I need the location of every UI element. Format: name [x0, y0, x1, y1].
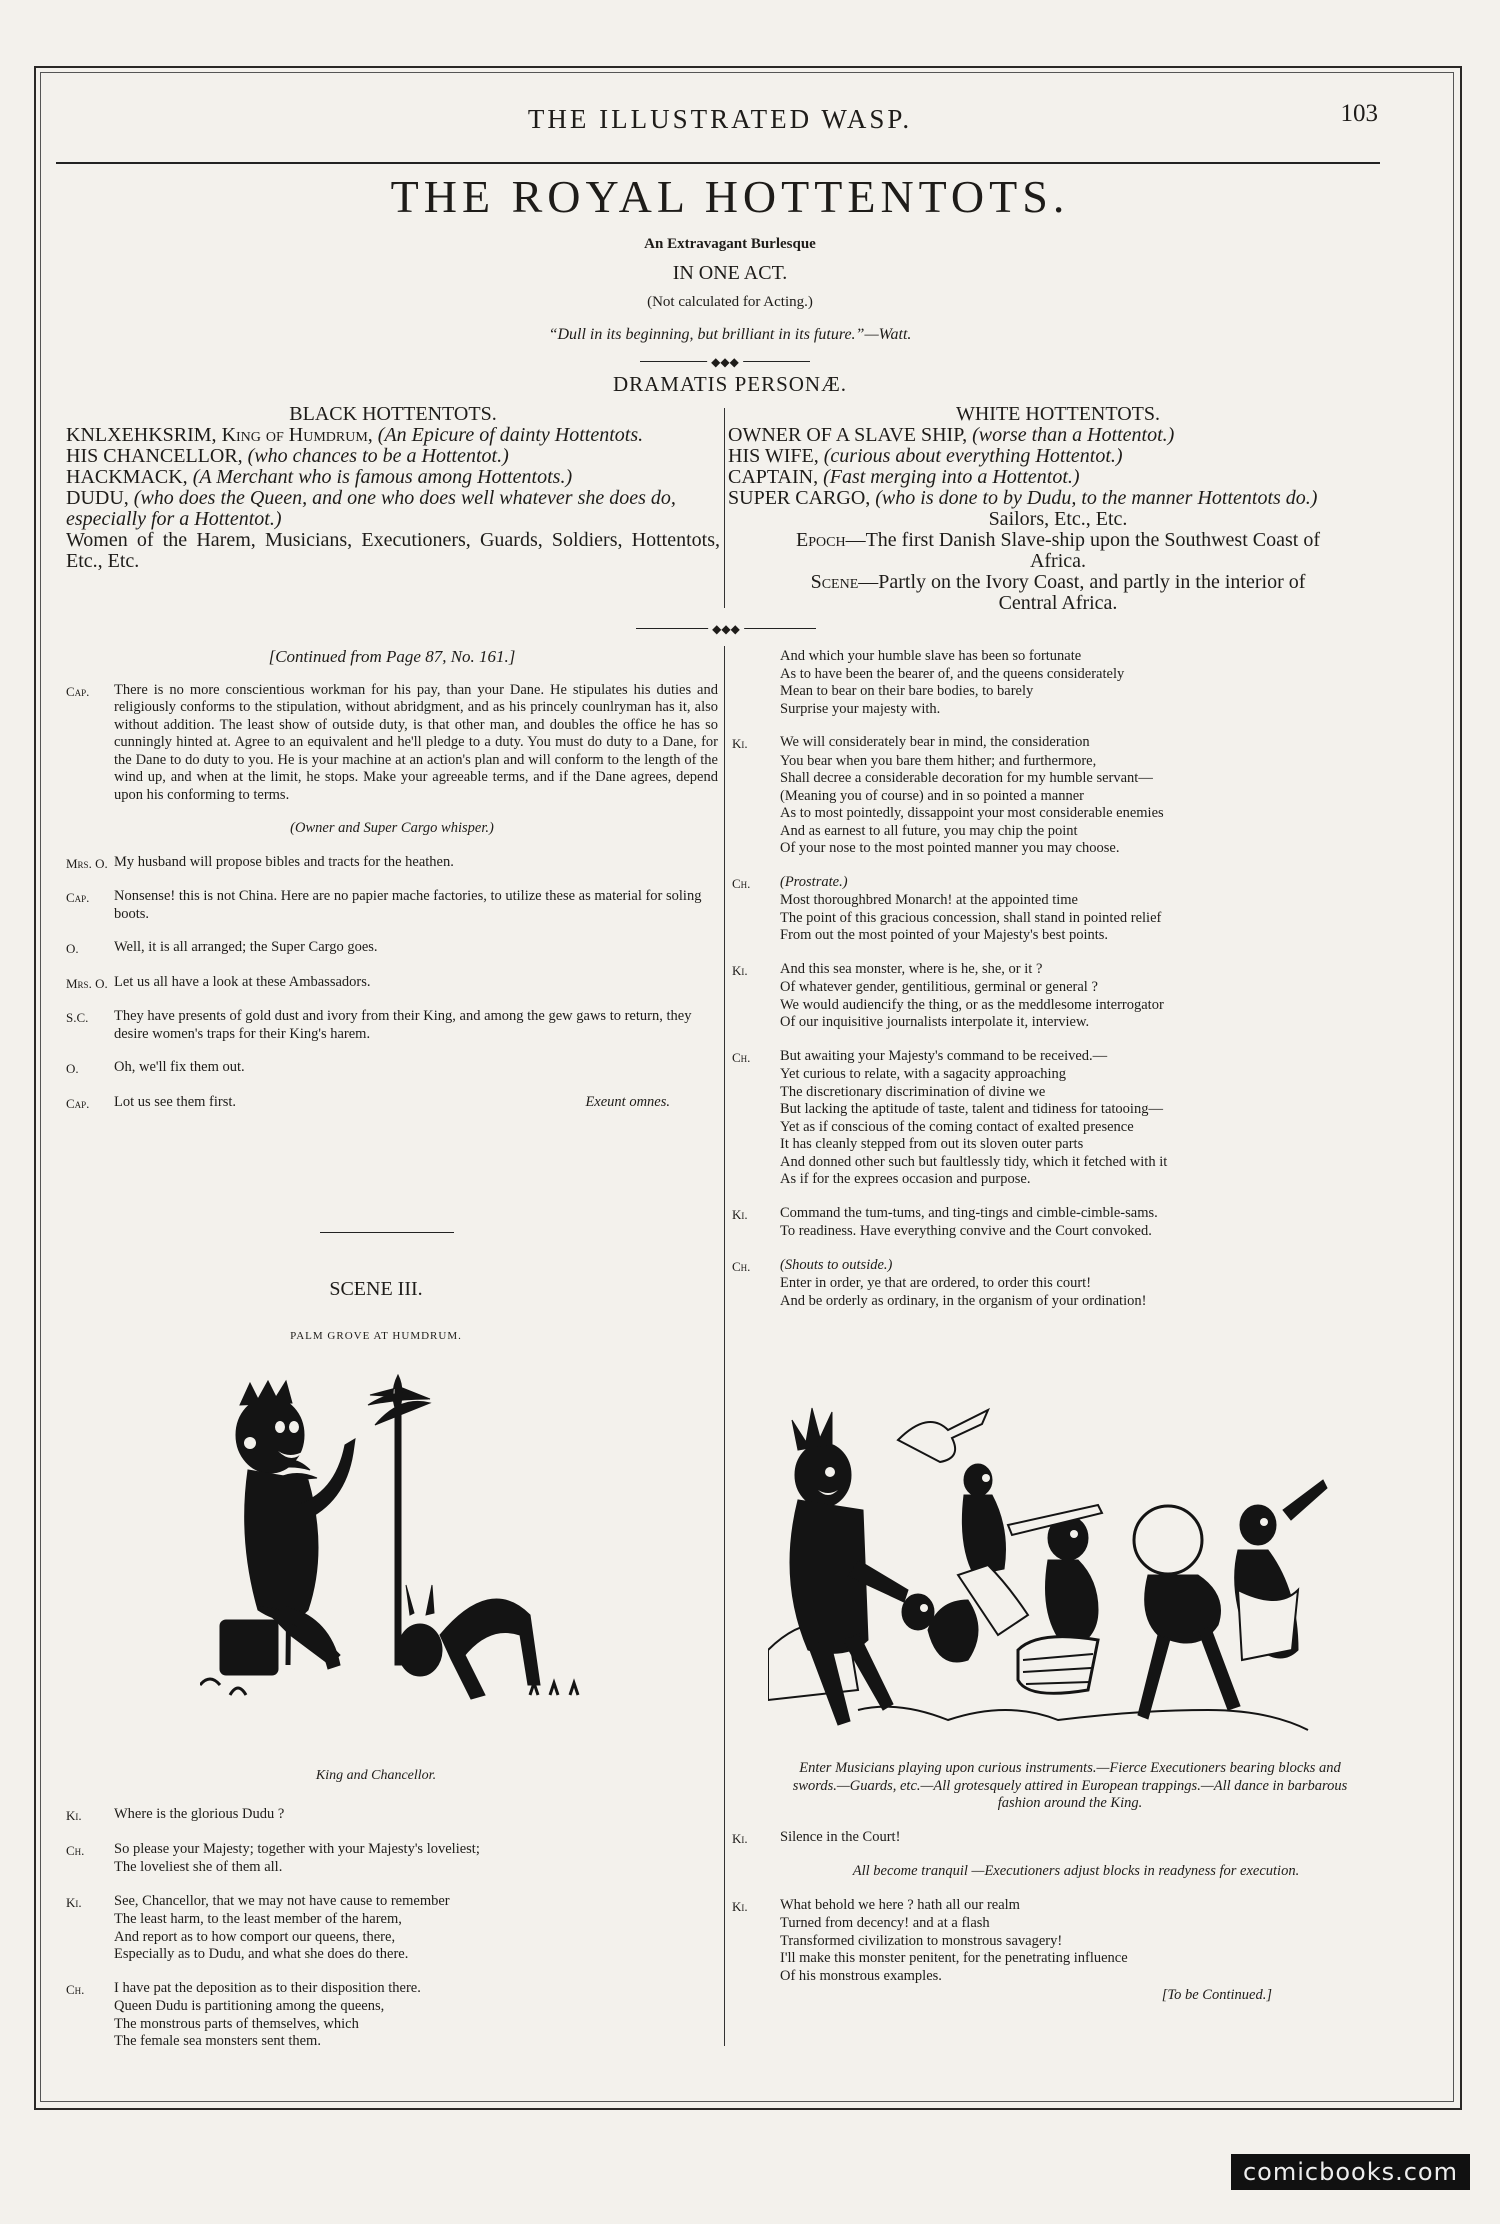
speech-chancellor-cont: And which your humble slave has been so fortunate As to have been the bearer of, and the queens considerately Mean to bear on their bare bodies, to barely Surprise your majesty with. [780, 648, 1125, 717]
court-dance-illustration [768, 1390, 1328, 1750]
speech-owner-1: O. Well, it is all arranged; the Super Cargo goes. [66, 939, 378, 956]
persona-chancellor: HIS CHANCELLOR, (who chances to be a Hottentot.) [66, 445, 509, 467]
speech-king-5: Ki. Command the tum-tums, and ting-tings and cimble-cimble-sams. To readiness. Have everything convive and the Court convoked. [732, 1204, 1158, 1239]
white-heading: WHITE HOTTENTOTS. [955, 403, 1161, 425]
persona-wife: HIS WIFE, (curious about everything Hottentot.) [728, 445, 1123, 467]
exeunt: Exeunt omnes. [585, 1093, 670, 1110]
scene-heading: SCENE III. [329, 1278, 423, 1300]
watermark-logo: comicbooks.com [1231, 2154, 1470, 2190]
speech-chancellor-4: Ch. But awaiting your Majesty's command to be received.— Yet curious to relate, with a sagacity approaching The discretionary discrimination of divine we But lacking the aptitude of taste, talent and tidiness for tatooing— Yet as if conscious of the coming contact of exalted presence It has cleanly stepped from out its sloven outer parts And donned other such but faultlessly tidy, which it fetched with it As if for the exprees occasion and purpose. [732, 1047, 1168, 1187]
speech-king-1: Ki. Where is the glorious Dudu ? [66, 1806, 285, 1823]
speech-chancellor-2: Ch. I have pat the deposition as to their disposition there. Queen Dudu is partitioning among the queens, The monstrous parts of themselves, which The female sea monsters sent them. [66, 1979, 421, 2049]
ornament-rule: ◆◆◆ [640, 355, 810, 369]
speech-king-4: Ki. And this sea monster, where is he, she, or it ? Of whatever gender, gentilitious, germinal or general ? We would audiencify the thing, or as the meddlesome interrogator Of our inquisitive journalists interpolate it, interview. [732, 960, 1164, 1030]
scene-rule [320, 1232, 454, 1233]
speech-mrs-o-2: Mrs. O. Let us all have a look at these Ambassadors. [66, 973, 371, 991]
speech-king-2: Ki. See, Chancellor, that we may not have cause to remember The least harm, to the least member of the harem, And report as to how comport our queens, there, Especially as to Dudu, and what she does do there. [66, 1892, 450, 1962]
right-column-lower [732, 1760, 1392, 2005]
persona-sailors: Sailors, Etc., Etc. [988, 508, 1128, 530]
speech-mrs-o-1: Mrs. O. My husband will propose bibles and tracts for the heathen. [66, 853, 454, 871]
black-hottentots-list [66, 404, 720, 572]
persona-king: KNLXEHKSRIM, King of Humdrum, (An Epicure of dainty Hottentots. [66, 424, 644, 446]
speech-king-3: Ki. We will considerately bear in mind, the consideration You bear when you bare them hither; and furthermore, Shall decree a considerable decoration for my humble servant— (Meaning you of course) and in so pointed a manner As to most pointedly, dissappoint your most considerable enemies And as earnest to all future, you may chip the point Of your nose to the most pointed manner you may choose. [732, 734, 1164, 856]
speech-super-cargo: S.C. They have presents of gold dust and ivory from their King, and among the gew gaws to return, they desire women's traps for their King's harem. [66, 1008, 692, 1042]
dramatis-heading: DRAMATIS PERSONÆ. [612, 372, 848, 396]
running-title: THE ILLUSTRATED WASP. [527, 104, 913, 134]
speech-chancellor-5: Ch. (Shouts to outside.) Enter in order, ye that are ordered, to order this court! And be orderly as ordinary, in the organism of your ordination! [732, 1256, 1147, 1309]
persona-dudu: DUDU, (who does the Queen, and one who does well whatever she does do, especially for a Hottentot.) [66, 487, 676, 530]
to-be-continued: [To be Continued.] [1161, 1987, 1272, 2003]
page-number: 103 [1340, 100, 1378, 127]
epoch: Epoch—The first Danish Slave-ship upon the Southwest Coast of Africa. [796, 529, 1320, 572]
speech-chancellor-1: Ch. So please your Majesty; together with your Majesty's loveliest; The loveliest she of them all. [66, 1840, 480, 1875]
speech-king-7: Ki. What behold we here ? hath all our realm Turned from decency! and at a flash Transformed civilization to monstrous savagery! I'll make this monster penitent, for the penetrating influence Of his monstrous examples. [732, 1896, 1128, 1984]
continued-note: [Continued from Page 87, No. 161.] [268, 647, 516, 666]
speech-owner-2: O. Oh, we'll fix them out. [66, 1059, 245, 1076]
column-divider [724, 646, 725, 2046]
figure-2-caption: Enter Musicians playing upon curious instruments.—Fierce Executioners bearing blocks and swords.—Guards, etc.—All grotesquely attired in European trappings.—All dance in barbarous fashion around the King. [792, 1760, 1348, 1811]
black-heading: BLACK HOTTENTOTS. [289, 403, 497, 425]
speech-king-6: Ki. Silence in the Court! [732, 1828, 901, 1846]
play-note: (Not calculated for Acting.) [647, 294, 813, 310]
stage-direction-tranquil: All become tranquil —Executioners adjust blocks in readyness for execution. [852, 1863, 1300, 1879]
left-column [66, 648, 718, 1128]
speech-captain-2: Cap. Nonsense! this is not China. Here are no papier mache factories, to utilize these as material for soling boots. [66, 888, 702, 922]
scene-place: PALM GROVE AT HUMDRUM. [290, 1330, 462, 1342]
persona-hackmack: HACKMACK, (A Merchant who is famous among Hottentots.) [66, 466, 573, 488]
header-rule [56, 162, 1380, 164]
stage-direction-whisper: (Owner and Super Cargo whisper.) [290, 820, 494, 836]
speech-captain-1: Cap. There is no more conscientious workman for his pay, than your Dane. He stipulates his duties and religiously conforms to the stipulation, without abridgment, and as his princely counlryman has it, also without addition. The least show of outside duty, is that other man, and doubles the office he has so cunningly hinted at. Agree to an equivalent and he'll pledge to a duty. You must do duty to a Dane, for the Dane to do duty to you. He is your machine at an action's plan and will conform to the length of the wind up, and when at the limit, he stops. Make your agreeable terms, and if the Dane agrees, depend upon his conforming to terms. [66, 681, 718, 803]
persona-others: Women of the Harem, Musicians, Executioners, Guards, Soldiers, Hottentots, Etc., Etc. [66, 529, 720, 572]
right-column [732, 648, 1392, 1326]
play-title: THE ROYAL HOTTENTOTS. [390, 171, 1070, 222]
king-and-chancellor-illustration [200, 1365, 600, 1745]
persona-divider [724, 408, 725, 608]
play-epigraph: “Dull in its beginning, but brilliant in its future.”—Watt. [548, 326, 912, 343]
speech-chancellor-3: Ch. (Prostrate.) Most thoroughbred Monarch! at the appointed time The point of this gracious concession, shall stand in pointed relief From out the most pointed of your Majesty's best points. [732, 873, 1162, 943]
persona-super-cargo: SUPER CARGO, (who is done to by Dudu, to the manner Hottentots do.) [728, 487, 1318, 509]
play-acts: IN ONE ACT. [672, 262, 788, 284]
persona-captain: CAPTAIN, (Fast merging into a Hottentot.) [728, 466, 1080, 488]
play-subtitle: An Extravagant Burlesque [644, 236, 816, 252]
ornament-rule-2: ◆◆◆ [636, 622, 816, 636]
scene-setting: Scene—Partly on the Ivory Coast, and partly in the interior of Central Africa. [810, 571, 1306, 614]
left-column-lower [66, 1806, 718, 2067]
figure-1-caption: King and Chancellor. [315, 1768, 437, 1783]
speech-captain-3: Cap. Lot us see them first. Exeunt omnes. [66, 1093, 670, 1111]
white-hottentots-list [728, 404, 1388, 614]
persona-owner: OWNER OF A SLAVE SHIP, (worse than a Hottentot.) [728, 424, 1175, 446]
